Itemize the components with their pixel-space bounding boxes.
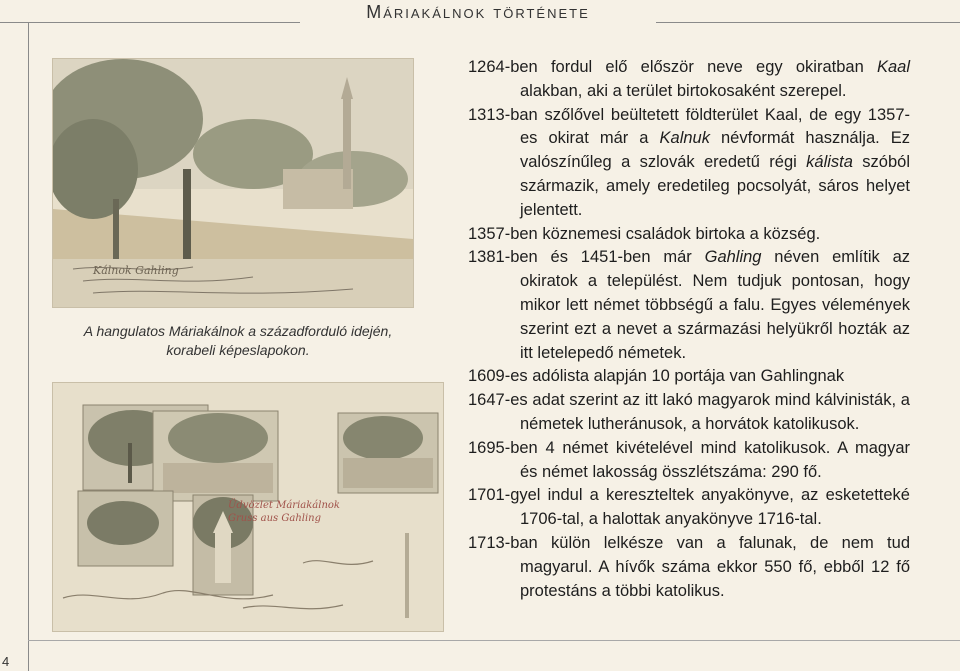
history-entry: 1264-ben fordul elő először neve egy okiratban Kaal alakban, aki a terület birtokosaként szerepel. — [468, 58, 910, 100]
postcard-greeting — [228, 499, 340, 525]
greeting-line-1: Üdvözlet Máriakálnok — [228, 500, 340, 511]
history-entry: 1713-ban külön lelkésze van a falunak, de nem tud magyarul. A hívők száma ekkor 550 fő, ebből 12 fő protestáns a többi katolikus. — [468, 533, 910, 600]
greeting-line-2: Gruss aus Gahling — [228, 513, 321, 524]
caption-line-1: A hangulatos Máriakálnok a századforduló idején, — [83, 323, 393, 339]
photo-caption — [70, 322, 406, 360]
history-entry: 1647-es adat szerint az itt lakó magyarok mind kálvinisták, a németek lutheránusok, a horvátok katolikusok. — [468, 391, 910, 433]
italic-term: Gahling — [704, 248, 762, 267]
caption-line-2: korabeli képeslapokon. — [166, 342, 310, 358]
italic-term: Kalnuk — [659, 129, 710, 148]
history-entry: 1701-gyel indul a kereszteltek anyakönyve, az esketetteké 1706-tal, a halottak anyakönyve 1716-tal. — [468, 486, 910, 529]
italic-term: Kaal — [876, 58, 910, 76]
footer-rule — [28, 640, 960, 641]
history-entry: 1609-es adólista alapján 10 portája van Gahlingnak — [468, 367, 845, 386]
history-entry: 1357-ben köznemesi családok birtoka a község. — [468, 224, 821, 243]
postcard-handwriting: Kálnok Gahling — [93, 264, 179, 277]
italic-term: kálista — [806, 153, 853, 172]
history-entry: 1313-ban szőlővel beültetett földterület Kaal, de egy 1357-es okirat már a Kalnuk névformát használja. Ez valószínűleg a szlovák eredetű régi kálista szóból származik, amely eredetileg pocsolyát, sáros helyet jelentett. — [468, 105, 911, 219]
postcard-village-street — [52, 58, 414, 308]
left-margin-rule — [28, 22, 29, 671]
history-entry: 1695-ben 4 német kivételével mind katolikusok. A magyar és német lakosság összlétszáma: 290 fő. — [468, 438, 910, 481]
history-entry: 1381-ben és 1451-ben már Gahling néven említik az okiratok a települést. Nem tudjuk pontosan, hogy mikor lett német többségű a falu. Egyes vélemények szerint ezt a nevet a származási helyükről hozták az itt letelepedő németek. — [468, 248, 911, 362]
postcard-collage — [52, 382, 444, 632]
page-number: 4 — [2, 654, 10, 669]
history-entries — [468, 56, 910, 603]
page-title: Máriakálnok története — [300, 2, 656, 23]
